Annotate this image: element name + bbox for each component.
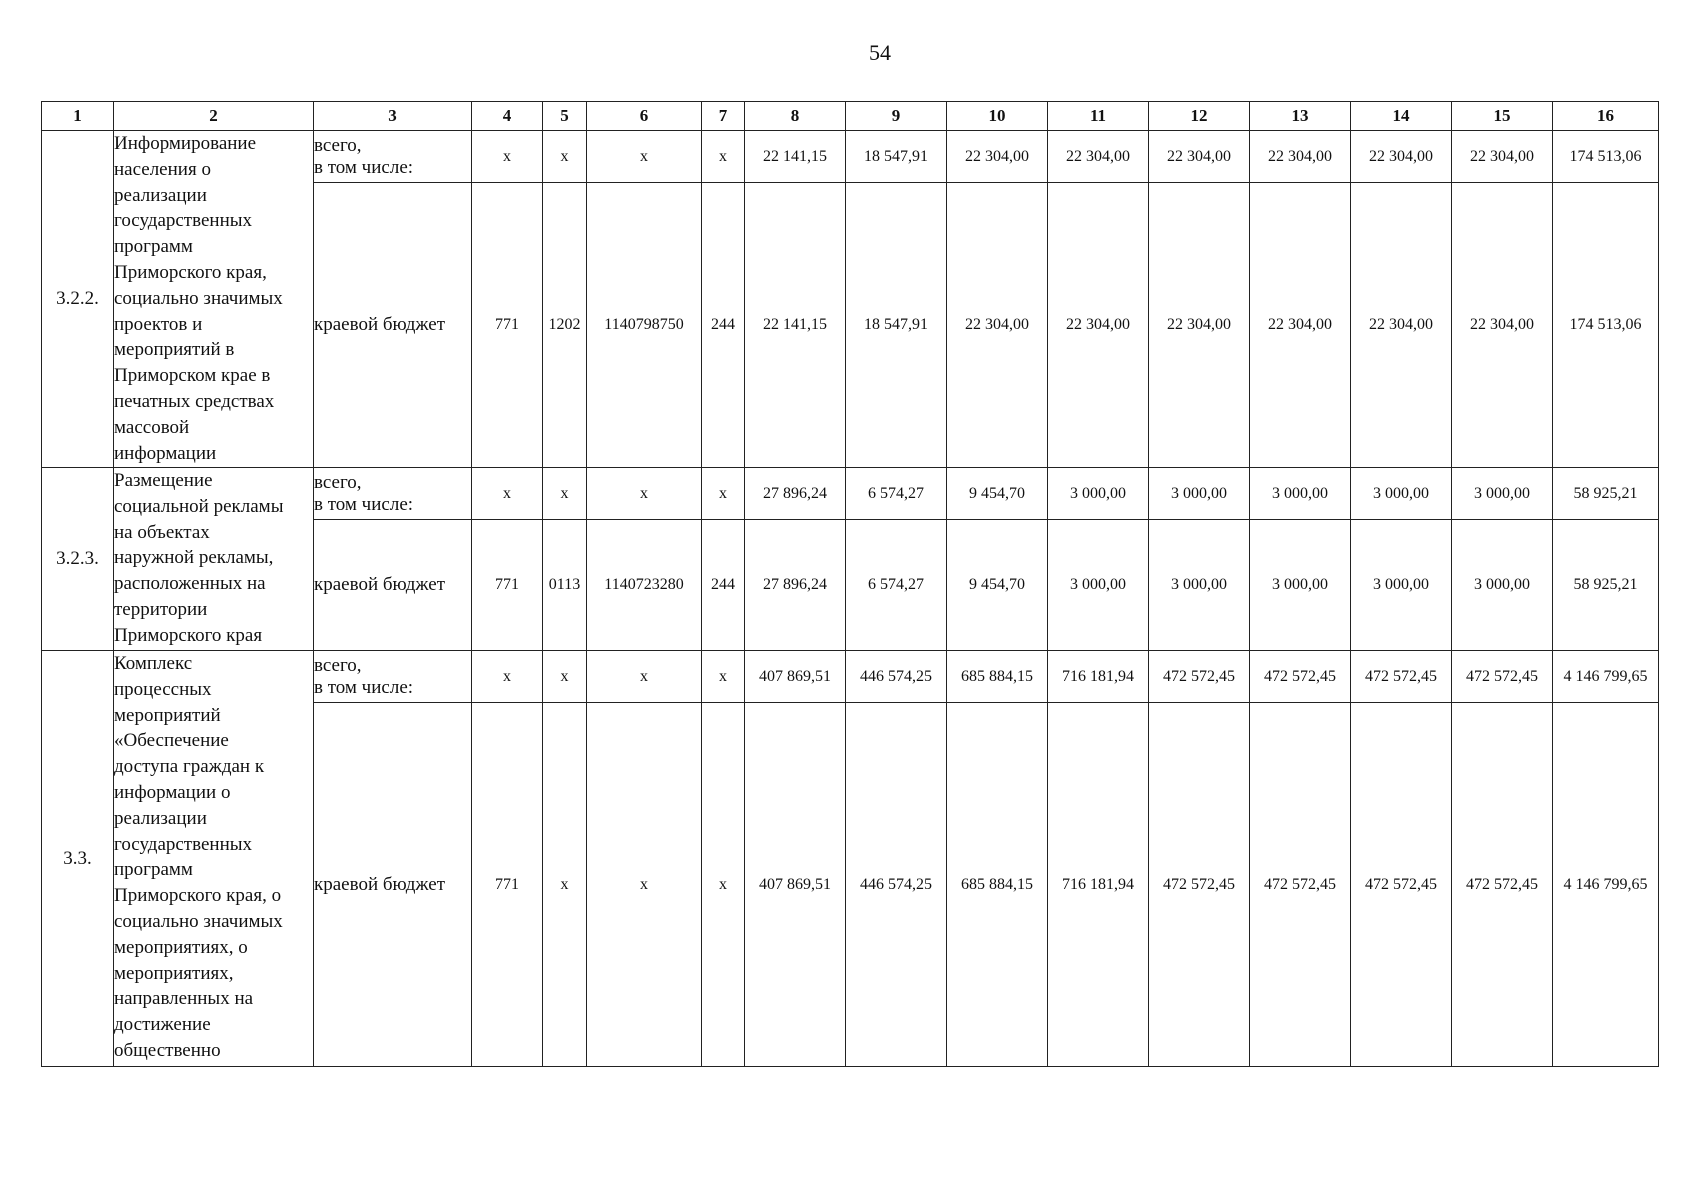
event-name-line: территории — [114, 598, 208, 620]
amount-cell: 58 925,21 — [1553, 468, 1659, 520]
event-name-line: направленных на — [114, 988, 254, 1010]
event-name-line: мероприятий — [114, 704, 221, 726]
amount-cell: 27 896,24 — [745, 468, 846, 520]
amount-cell: 6 574,27 — [846, 468, 947, 520]
budget-table — [41, 101, 1659, 1067]
row-index: 3.2.2. — [42, 131, 114, 468]
funding-source-line: всего, — [314, 654, 362, 676]
code-cell-c6: x — [587, 651, 702, 703]
funding-source-line: всего, — [314, 134, 362, 156]
amount-cell: 22 304,00 — [1351, 131, 1452, 183]
amount-cell: 3 000,00 — [1452, 520, 1553, 651]
code-cell-c7: x — [702, 131, 745, 183]
amount-cell: 4 146 799,65 — [1553, 703, 1659, 1067]
event-name — [114, 651, 314, 1067]
funding-source-regional: краевой бюджет — [314, 520, 472, 651]
event-name-line: населения о — [114, 158, 211, 180]
amount-cell: 22 304,00 — [1452, 131, 1553, 183]
code-cell-c7: 244 — [702, 183, 745, 468]
event-name-line: проектов и — [114, 313, 203, 335]
code-cell-c4: x — [472, 651, 543, 703]
amount-cell: 22 141,15 — [745, 183, 846, 468]
amount-cell: 407 869,51 — [745, 703, 846, 1067]
table-row-total — [42, 131, 1659, 183]
event-name-line: информации о — [114, 781, 231, 803]
code-cell-c5: x — [543, 468, 587, 520]
event-name-line: печатных средствах — [114, 390, 275, 412]
amount-cell: 472 572,45 — [1250, 651, 1351, 703]
code-cell-c6: 1140723280 — [587, 520, 702, 651]
code-cell-c4: 771 — [472, 183, 543, 468]
amount-cell: 472 572,45 — [1351, 651, 1452, 703]
column-header: 9 — [846, 102, 947, 131]
column-header: 12 — [1149, 102, 1250, 131]
table-row-total — [42, 468, 1659, 520]
column-header: 5 — [543, 102, 587, 131]
event-name-line: на объектах — [114, 521, 210, 543]
funding-source-line: в том числе: — [314, 493, 414, 515]
amount-cell: 22 304,00 — [1351, 183, 1452, 468]
event-name-line: расположенных на — [114, 573, 266, 595]
code-cell-c4: 771 — [472, 703, 543, 1067]
amount-cell: 6 574,27 — [846, 520, 947, 651]
row-index: 3.3. — [42, 651, 114, 1067]
event-name-line: социально значимых — [114, 287, 283, 309]
amount-cell: 472 572,45 — [1149, 703, 1250, 1067]
amount-cell: 472 572,45 — [1149, 651, 1250, 703]
amount-cell: 22 304,00 — [1149, 131, 1250, 183]
amount-cell: 3 000,00 — [1250, 520, 1351, 651]
column-header: 13 — [1250, 102, 1351, 131]
column-header: 1 — [42, 102, 114, 131]
event-name-line: мероприятий в — [114, 339, 235, 361]
amount-cell: 3 000,00 — [1048, 520, 1149, 651]
amount-cell: 18 547,91 — [846, 131, 947, 183]
event-name-line: Приморском крае в — [114, 365, 271, 387]
amount-cell: 9 454,70 — [947, 520, 1048, 651]
amount-cell: 22 304,00 — [947, 131, 1048, 183]
code-cell-c7: 244 — [702, 520, 745, 651]
funding-source-regional: краевой бюджет — [314, 703, 472, 1067]
amount-cell: 22 304,00 — [1452, 183, 1553, 468]
amount-cell: 472 572,45 — [1250, 703, 1351, 1067]
funding-source-line: всего, — [314, 471, 362, 493]
code-cell-c5: x — [543, 703, 587, 1067]
event-name-line: социально значимых — [114, 910, 283, 932]
event-name-line: информации — [114, 442, 217, 464]
amount-cell: 174 513,06 — [1553, 131, 1659, 183]
amount-cell: 22 304,00 — [1250, 131, 1351, 183]
event-name-line: достижение — [114, 1014, 211, 1036]
amount-cell: 22 304,00 — [1048, 131, 1149, 183]
code-cell-c6: x — [587, 703, 702, 1067]
funding-source-total — [314, 131, 472, 183]
amount-cell: 446 574,25 — [846, 651, 947, 703]
code-cell-c5: 0113 — [543, 520, 587, 651]
code-cell-c6: x — [587, 131, 702, 183]
event-name-line: программ — [114, 859, 193, 881]
header-row — [42, 102, 1659, 131]
amount-cell: 58 925,21 — [1553, 520, 1659, 651]
event-name-line: мероприятиях, — [114, 962, 234, 984]
amount-cell: 3 000,00 — [1048, 468, 1149, 520]
event-name-line: наружной рекламы, — [114, 547, 274, 569]
event-name-line: «Обеспечение — [114, 730, 229, 752]
row-index: 3.2.3. — [42, 468, 114, 651]
event-name-line: Комплекс — [114, 653, 193, 674]
event-name — [114, 131, 314, 468]
column-header: 8 — [745, 102, 846, 131]
event-name-line: реализации — [114, 184, 207, 206]
amount-cell: 472 572,45 — [1452, 651, 1553, 703]
code-cell-c5: 1202 — [543, 183, 587, 468]
event-name-line: Приморского края, — [114, 261, 267, 283]
event-name-line: реализации — [114, 807, 207, 829]
code-cell-c4: 771 — [472, 520, 543, 651]
event-name-line: мероприятиях, о — [114, 936, 248, 958]
amount-cell: 22 304,00 — [1149, 183, 1250, 468]
amount-cell: 9 454,70 — [947, 468, 1048, 520]
event-name-line: доступа граждан к — [114, 756, 265, 778]
amount-cell: 22 141,15 — [745, 131, 846, 183]
amount-cell: 716 181,94 — [1048, 703, 1149, 1067]
code-cell-c4: x — [472, 131, 543, 183]
amount-cell: 4 146 799,65 — [1553, 651, 1659, 703]
code-cell-c5: x — [543, 651, 587, 703]
amount-cell: 472 572,45 — [1351, 703, 1452, 1067]
amount-cell: 3 000,00 — [1149, 520, 1250, 651]
event-name-line: государственных — [114, 833, 253, 855]
event-name-line: Приморского края — [114, 624, 263, 646]
event-name-line: государственных — [114, 210, 253, 232]
column-header: 10 — [947, 102, 1048, 131]
amount-cell: 22 304,00 — [947, 183, 1048, 468]
amount-cell: 174 513,06 — [1553, 183, 1659, 468]
code-cell-c7: x — [702, 703, 745, 1067]
funding-source-total — [314, 468, 472, 520]
page-number: 54 — [869, 40, 891, 65]
amount-cell: 22 304,00 — [1048, 183, 1149, 468]
event-name-line: Размещение — [114, 470, 213, 491]
amount-cell: 3 000,00 — [1452, 468, 1553, 520]
amount-cell: 3 000,00 — [1351, 520, 1452, 651]
column-header: 16 — [1553, 102, 1659, 131]
amount-cell: 18 547,91 — [846, 183, 947, 468]
event-name-line: Приморского края, о — [114, 885, 282, 907]
event-name-line: процессных — [114, 678, 212, 700]
amount-cell: 446 574,25 — [846, 703, 947, 1067]
event-name-line: Информирование — [114, 133, 257, 154]
amount-cell: 472 572,45 — [1452, 703, 1553, 1067]
event-name — [114, 468, 314, 651]
column-header: 2 — [114, 102, 314, 131]
amount-cell: 3 000,00 — [1149, 468, 1250, 520]
event-name-line: программ — [114, 236, 193, 258]
event-name-line: массовой — [114, 416, 190, 438]
amount-cell: 685 884,15 — [947, 703, 1048, 1067]
event-name-line: социальной рекламы — [114, 495, 284, 517]
funding-source-total — [314, 651, 472, 703]
event-name-line: общественно — [114, 1039, 221, 1061]
funding-source-regional: краевой бюджет — [314, 183, 472, 468]
column-header: 11 — [1048, 102, 1149, 131]
amount-cell: 22 304,00 — [1250, 183, 1351, 468]
column-header: 6 — [587, 102, 702, 131]
amount-cell: 3 000,00 — [1351, 468, 1452, 520]
column-header: 7 — [702, 102, 745, 131]
code-cell-c6: x — [587, 468, 702, 520]
funding-source-line: в том числе: — [314, 156, 414, 178]
amount-cell: 685 884,15 — [947, 651, 1048, 703]
funding-source-line: в том числе: — [314, 676, 414, 698]
code-cell-c4: x — [472, 468, 543, 520]
column-header: 4 — [472, 102, 543, 131]
table-row-total — [42, 651, 1659, 703]
column-header: 3 — [314, 102, 472, 131]
amount-cell: 407 869,51 — [745, 651, 846, 703]
code-cell-c7: x — [702, 651, 745, 703]
column-header: 15 — [1452, 102, 1553, 131]
amount-cell: 3 000,00 — [1250, 468, 1351, 520]
column-header: 14 — [1351, 102, 1452, 131]
code-cell-c5: x — [543, 131, 587, 183]
amount-cell: 716 181,94 — [1048, 651, 1149, 703]
amount-cell: 27 896,24 — [745, 520, 846, 651]
code-cell-c6: 1140798750 — [587, 183, 702, 468]
code-cell-c7: x — [702, 468, 745, 520]
